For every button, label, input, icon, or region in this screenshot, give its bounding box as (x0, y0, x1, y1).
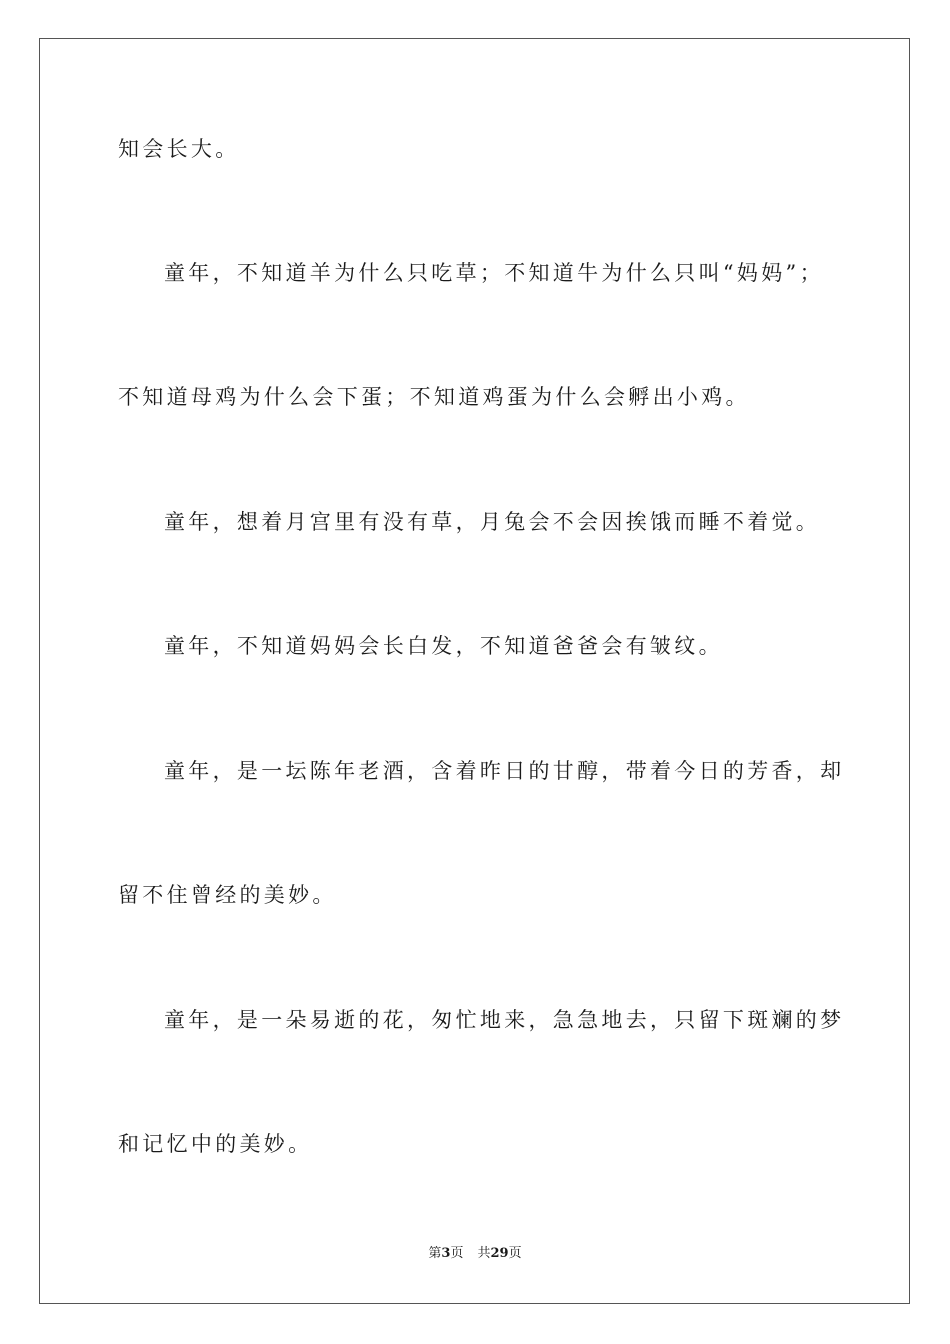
paragraph-line-5: 童年，不知道妈妈会长白发，不知道爸爸会有皱纹。 (164, 634, 723, 658)
paragraph-line-2: 童年，不知道羊为什么只吃草；不知道牛为什么只叫“妈妈”； (164, 261, 824, 285)
total-prefix: 共 (477, 1246, 491, 1261)
total-suffix: 页 (508, 1246, 522, 1261)
paragraph-line-9: 和记忆中的美妙。 (118, 1132, 313, 1156)
total-pages: 29 (490, 1246, 509, 1261)
page-border (39, 38, 910, 1304)
paragraph-line-6: 童年，是一坛陈年老酒，含着昨日的甘醇，带着今日的芳香，却 (164, 759, 845, 783)
paragraph-line-7: 留不住曾经的美妙。 (118, 883, 337, 907)
paragraph-line-4: 童年，想着月宫里有没有草，月兔会不会因挨饿而睡不着觉。 (164, 510, 821, 534)
page-footer (0, 1244, 950, 1264)
page-number: 3 (441, 1246, 451, 1261)
page-prefix: 第 (428, 1246, 442, 1261)
paragraph-line-8: 童年，是一朵易逝的花，匆忙地来，急急地去，只留下斑斓的梦 (164, 1008, 845, 1032)
paragraph-line-1: 知会长大。 (118, 137, 240, 161)
paragraph-line-3: 不知道母鸡为什么会下蛋；不知道鸡蛋为什么会孵出小鸡。 (118, 385, 750, 409)
page-suffix: 页 (450, 1246, 464, 1261)
